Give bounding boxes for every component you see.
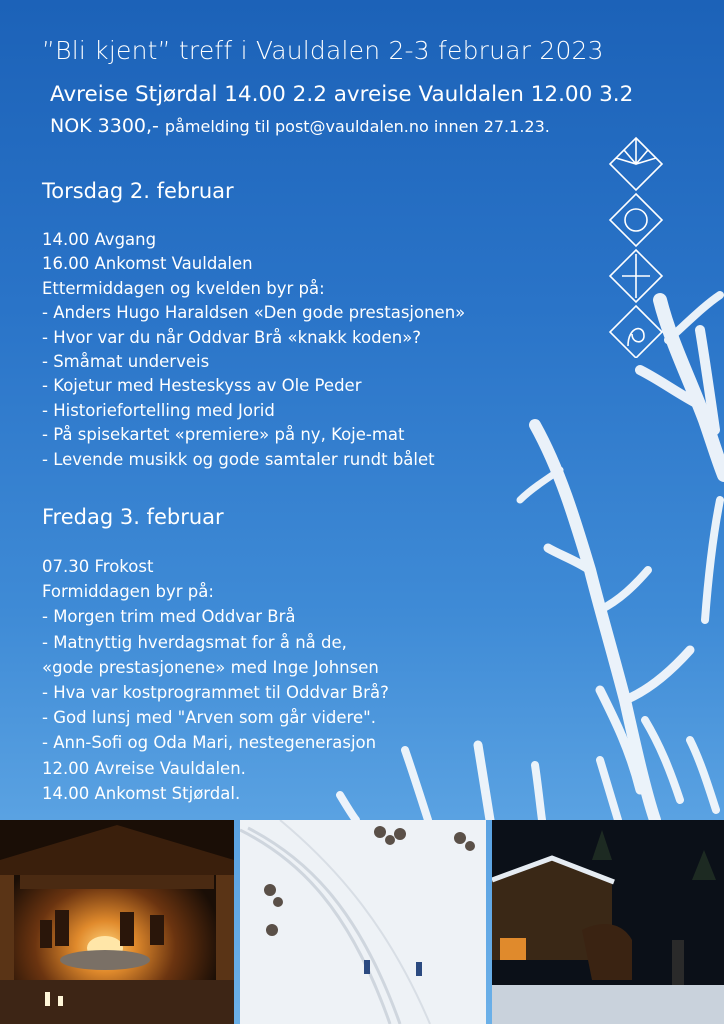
list-item: - Historiefortelling med Jorid	[42, 400, 275, 420]
list-item: 14.00 Ankomst Stjørdal.	[42, 783, 241, 803]
page-title: ”Bli kjent” treff i Vauldalen 2-3 februar 2023	[42, 36, 604, 65]
list-item: - Ann-Sofi og Oda Mari, nestegenerasjon	[42, 733, 377, 753]
list-item: - Hva var kostprogrammet til Oddvar Brå?	[42, 682, 389, 702]
list-item: - Småmat underveis	[42, 351, 210, 371]
list-item: 14.00 Avgang	[42, 230, 157, 249]
departure-line: Avreise Stjørdal 14.00 2.2 avreise Vauldalen 12.00 3.2	[50, 82, 634, 107]
horse-sleigh-night-photo	[492, 820, 724, 1024]
list-item: - På spisekartet «premiere» på ny, Koje-mat	[42, 425, 405, 445]
price-text: NOK 3300,-	[50, 115, 159, 137]
list-item: - Kojetur med Hesteskyss av Ole Peder	[42, 376, 362, 396]
list-item: - Matnyttig hverdagsmat for å nå de,	[42, 632, 347, 652]
list-item: «gode prestasjonene» med Inge Johnsen	[42, 657, 379, 677]
day2-heading: Fredag 3. februar	[42, 505, 224, 529]
list-item: - Morgen trim med Oddvar Brå	[42, 607, 296, 627]
list-item: 07.30 Frokost	[42, 557, 154, 576]
list-item: Ettermiddagen og kvelden byr på:	[42, 278, 325, 298]
day1-heading: Torsdag 2. februar	[42, 179, 234, 203]
list-item: - Anders Hugo Haraldsen «Den gode prestasjonen»	[42, 303, 466, 323]
list-item: - God lunsj med "Arven som går videre".	[42, 708, 376, 728]
fireplace-gathering-photo	[0, 820, 234, 1024]
list-item: 12.00 Avreise Vauldalen.	[42, 758, 246, 778]
list-item: - Levende musikk og gode samtaler rundt bålet	[42, 449, 435, 469]
price-signup-line	[50, 115, 550, 137]
vauldalen-logo-icon	[606, 136, 666, 358]
ski-trail-aerial-photo	[240, 820, 486, 1024]
photo-strip	[0, 820, 724, 1024]
day1-program-list	[42, 228, 465, 472]
day2-program-list	[42, 555, 389, 807]
list-item: 16.00 Ankomst Vauldalen	[42, 254, 253, 274]
signup-text: påmelding til post@vauldalen.no innen 27.1.23.	[164, 117, 550, 136]
list-item: - Hvor var du når Oddvar Brå «knakk koden»?	[42, 327, 422, 347]
list-item: Formiddagen byr på:	[42, 582, 214, 602]
